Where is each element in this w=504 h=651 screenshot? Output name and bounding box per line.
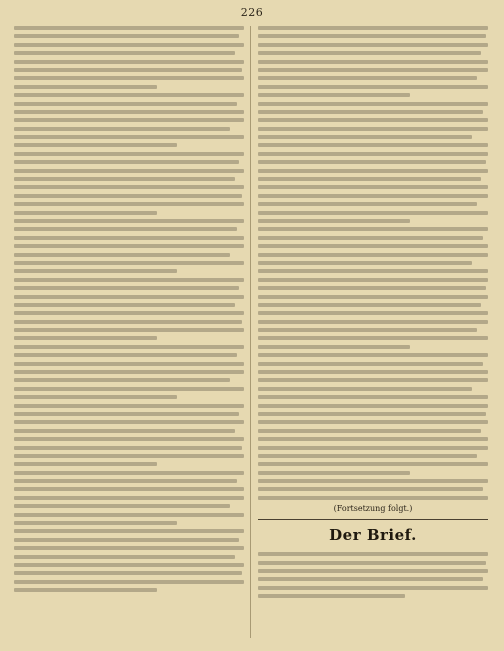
text-line	[14, 446, 242, 450]
section-heading: Der Brief.	[329, 526, 417, 545]
text-line	[14, 336, 157, 340]
text-line	[14, 320, 242, 324]
text-line	[14, 429, 235, 433]
text-line	[258, 261, 472, 265]
text-line	[258, 202, 477, 206]
text-line	[14, 479, 237, 483]
text-line	[14, 546, 244, 550]
text-line	[258, 420, 488, 424]
section-rule	[258, 519, 488, 520]
text-line	[14, 328, 244, 332]
text-line	[14, 521, 177, 525]
text-line	[14, 571, 242, 575]
article-column-left	[14, 26, 244, 644]
text-line	[14, 353, 237, 357]
text-line	[14, 513, 244, 517]
text-line	[258, 552, 488, 556]
text-line	[14, 269, 177, 273]
text-line	[14, 529, 244, 533]
text-line	[14, 185, 244, 189]
text-line	[258, 320, 488, 324]
text-line	[14, 295, 244, 299]
text-line	[258, 60, 488, 64]
text-line	[14, 34, 239, 38]
text-line	[258, 311, 488, 315]
text-line	[258, 479, 488, 483]
text-line	[14, 563, 244, 567]
text-line	[258, 34, 486, 38]
text-line	[258, 295, 488, 299]
text-line	[14, 127, 230, 131]
text-line	[14, 135, 244, 139]
text-line	[258, 118, 488, 122]
text-line	[258, 462, 488, 466]
text-line	[258, 395, 488, 399]
continuation-note: (Fortsetzung folgt.)	[333, 504, 413, 514]
text-line	[14, 261, 244, 265]
text-line	[258, 586, 488, 590]
text-line	[258, 577, 483, 581]
text-line	[258, 253, 488, 257]
text-line	[258, 487, 483, 491]
text-line	[14, 60, 244, 64]
text-line	[14, 110, 244, 114]
text-line	[14, 202, 244, 206]
text-line	[14, 387, 244, 391]
article-column-right	[258, 26, 488, 644]
article-body-right-second	[258, 552, 488, 598]
text-line	[258, 429, 481, 433]
text-line	[14, 311, 244, 315]
text-line	[14, 93, 244, 97]
text-line	[14, 462, 157, 466]
text-line	[14, 538, 239, 542]
text-line	[14, 43, 244, 47]
text-line	[14, 118, 244, 122]
text-line	[14, 345, 244, 349]
text-line	[14, 85, 157, 89]
text-line	[258, 303, 481, 307]
text-line	[258, 594, 405, 598]
text-line	[14, 26, 244, 30]
text-line	[14, 76, 244, 80]
text-line	[258, 471, 410, 475]
text-line	[258, 561, 486, 565]
text-line	[14, 177, 235, 181]
text-line	[14, 362, 244, 366]
text-line	[258, 102, 488, 106]
text-line	[258, 177, 481, 181]
text-line	[258, 160, 486, 164]
text-line	[14, 68, 242, 72]
text-line	[14, 211, 157, 215]
text-line	[14, 194, 242, 198]
text-line	[14, 160, 239, 164]
text-line	[14, 487, 244, 491]
text-line	[14, 102, 237, 106]
text-line	[258, 26, 488, 30]
text-line	[258, 446, 488, 450]
text-line	[258, 236, 483, 240]
text-line	[258, 362, 483, 366]
text-line	[258, 437, 488, 441]
text-line	[14, 236, 244, 240]
text-line	[258, 185, 488, 189]
text-line	[258, 85, 488, 89]
text-line	[14, 278, 244, 282]
text-line	[258, 127, 488, 131]
text-line	[14, 454, 244, 458]
text-line	[258, 454, 477, 458]
text-line	[258, 93, 410, 97]
text-line	[14, 378, 230, 382]
text-line	[14, 152, 244, 156]
text-line	[258, 278, 488, 282]
text-line	[14, 370, 244, 374]
text-line	[258, 244, 488, 248]
text-line	[14, 169, 244, 173]
text-line	[258, 328, 477, 332]
text-line	[258, 51, 481, 55]
text-line	[258, 68, 488, 72]
text-line	[258, 353, 488, 357]
text-line	[14, 227, 237, 231]
text-line	[258, 194, 488, 198]
text-line	[258, 286, 486, 290]
text-line	[258, 76, 477, 80]
text-line	[258, 336, 488, 340]
text-line	[14, 395, 177, 399]
text-line	[258, 378, 488, 382]
text-line	[14, 496, 244, 500]
text-line	[14, 286, 239, 290]
text-line	[258, 569, 488, 573]
text-line	[14, 437, 244, 441]
article-body-right	[258, 26, 488, 500]
text-line	[14, 504, 230, 508]
text-line	[14, 244, 244, 248]
text-line	[258, 219, 410, 223]
text-line	[14, 555, 235, 559]
text-line	[14, 51, 235, 55]
text-line	[14, 412, 239, 416]
text-line	[14, 420, 244, 424]
text-line	[258, 345, 410, 349]
text-line	[258, 227, 488, 231]
text-line	[258, 43, 488, 47]
text-line	[258, 404, 488, 408]
text-line	[14, 253, 230, 257]
text-line	[258, 370, 488, 374]
text-line	[258, 211, 488, 215]
text-line	[258, 169, 488, 173]
text-line	[14, 580, 244, 584]
text-line	[14, 588, 157, 592]
text-line	[14, 219, 244, 223]
text-line	[258, 496, 488, 500]
text-line	[14, 471, 244, 475]
text-line	[258, 412, 486, 416]
text-line	[258, 110, 483, 114]
page-number: 226	[240, 6, 264, 19]
text-line	[258, 135, 472, 139]
text-line	[14, 303, 235, 307]
text-line	[258, 387, 472, 391]
text-line	[258, 152, 488, 156]
text-line	[14, 143, 177, 147]
text-line	[258, 269, 488, 273]
text-line	[258, 143, 488, 147]
text-line	[14, 404, 244, 408]
column-divider	[250, 26, 251, 638]
